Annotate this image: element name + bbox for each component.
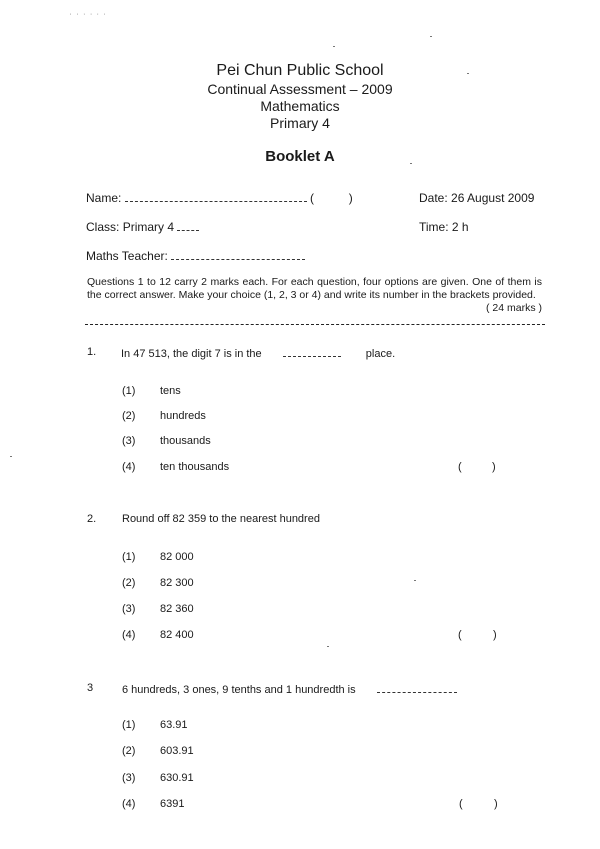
- teacher-label: Maths Teacher:: [86, 249, 168, 263]
- scan-speck: [333, 46, 335, 47]
- time-field: [419, 220, 469, 234]
- question-stem: In 47 513, the digit 7 is in the: [121, 348, 262, 360]
- option-number: (3): [122, 772, 136, 784]
- subject-title: Mathematics: [260, 98, 340, 114]
- option-text: hundreds: [160, 410, 206, 422]
- class-field: [86, 220, 199, 234]
- option-text: ten thousands: [160, 461, 230, 473]
- booklet-title: Booklet A: [265, 148, 335, 165]
- option-number: (1): [122, 719, 136, 731]
- option-number: (4): [122, 798, 136, 810]
- answer-bracket-open: (: [459, 798, 463, 810]
- question-text: [122, 682, 457, 696]
- answer-box[interactable]: [473, 459, 487, 473]
- option-text: 603.91: [160, 745, 194, 757]
- name-label: Name:: [86, 191, 122, 205]
- class-value: Primary 4: [122, 220, 175, 234]
- index-paren-close: ): [348, 191, 353, 205]
- answer-bracket-open: (: [458, 461, 462, 473]
- option-text: 63.91: [160, 719, 188, 731]
- question-number: 3: [87, 682, 94, 694]
- scan-speck: [10, 456, 12, 457]
- school-name: Pei Chun Public School: [216, 62, 384, 79]
- time-value: 2 h: [451, 220, 469, 234]
- option-number: (3): [122, 435, 136, 447]
- scan-speck: [430, 36, 432, 37]
- question-number: 2.: [87, 513, 97, 525]
- option-text: tens: [160, 385, 181, 397]
- date-value: 26 August 2009: [451, 191, 535, 205]
- answer-box[interactable]: [474, 796, 488, 810]
- question-text: [121, 346, 395, 360]
- time-label: Time:: [419, 220, 449, 234]
- option-number: (4): [122, 461, 136, 473]
- total-marks: ( 24 marks ): [485, 302, 542, 314]
- option-text: 82 400: [160, 629, 194, 641]
- option-number: (2): [122, 577, 136, 589]
- question-stem: 6 hundreds, 3 ones, 9 tenths and 1 hundredth is: [122, 684, 356, 696]
- answer-bracket-open: (: [458, 629, 462, 641]
- option-number: (1): [122, 551, 136, 563]
- date-label: Date:: [419, 191, 448, 205]
- scan-speck: [327, 646, 329, 647]
- name-blank[interactable]: [125, 191, 307, 202]
- class-blank[interactable]: [177, 220, 199, 231]
- name-field: [86, 191, 353, 205]
- option-text: 630.91: [160, 772, 194, 784]
- date-field: [419, 191, 534, 205]
- assessment-title: Continual Assessment – 2009: [207, 81, 393, 97]
- option-text: thousands: [160, 435, 211, 447]
- divider: [85, 324, 545, 325]
- class-label: Class:: [86, 220, 120, 234]
- option-text: 82 360: [160, 603, 194, 615]
- option-number: (3): [122, 603, 136, 615]
- scan-artifact: ' ' ' ' ' ': [70, 14, 108, 20]
- option-number: (2): [122, 410, 136, 422]
- option-text: 82 000: [160, 551, 194, 563]
- option-text: 6391: [160, 798, 185, 810]
- index-paren-open: (: [310, 191, 315, 205]
- question-text: Round off 82 359 to the nearest hundred: [122, 513, 320, 525]
- option-number: (1): [122, 385, 136, 397]
- option-number: (2): [122, 745, 136, 757]
- question-stem-end: place.: [365, 348, 396, 360]
- teacher-field: [86, 249, 305, 263]
- option-text: 82 300: [160, 577, 194, 589]
- answer-bracket-close: ): [494, 798, 498, 810]
- answer-bracket-close: ): [492, 461, 496, 473]
- question-number: 1.: [87, 346, 97, 358]
- answer-bracket-close: ): [493, 629, 497, 641]
- option-number: (4): [122, 629, 136, 641]
- teacher-blank[interactable]: [171, 249, 305, 260]
- instructions-text: Questions 1 to 12 carry 2 marks each. For each question, four options are given. One of them is the correct answer. Make your choice (1, 2, 3 or 4) and write its number in the brackets provided.: [87, 276, 542, 301]
- answer-blank: [283, 346, 341, 357]
- answer-box[interactable]: [473, 627, 487, 641]
- answer-blank: [377, 682, 457, 693]
- level-title: Primary 4: [270, 115, 330, 131]
- scan-speck: [414, 580, 416, 581]
